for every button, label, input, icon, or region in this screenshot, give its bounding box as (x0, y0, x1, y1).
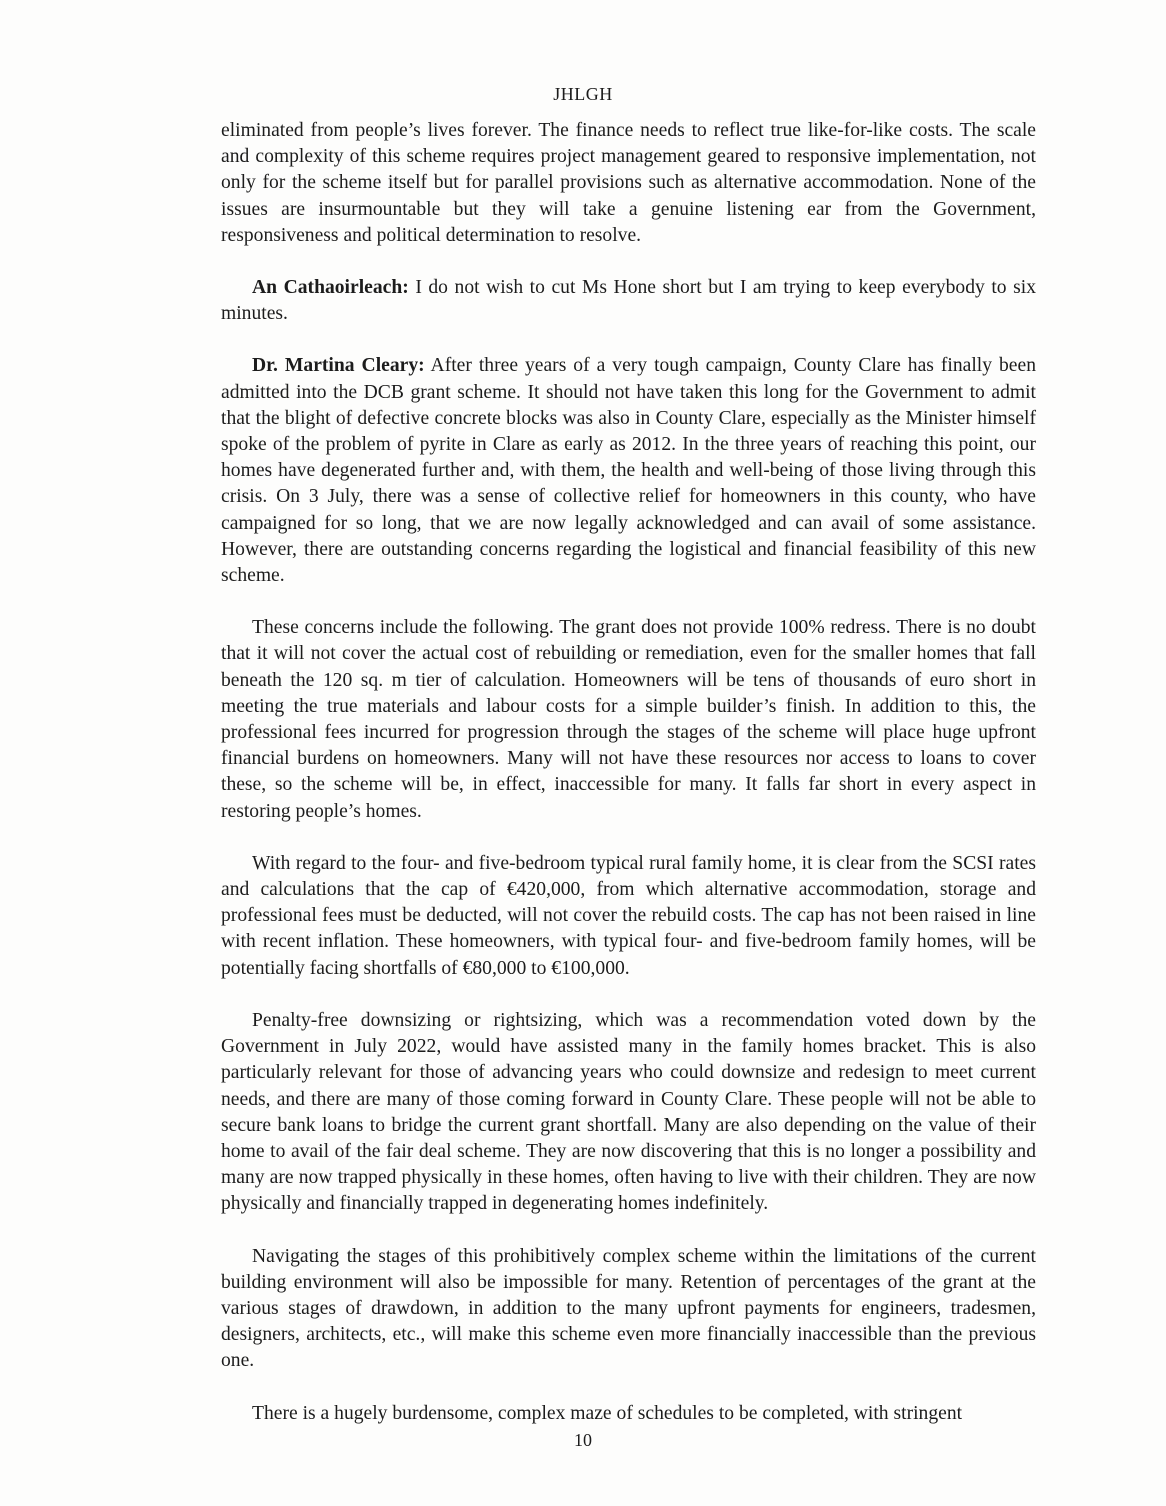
transcript-body (221, 118, 1036, 1453)
speaker-name: Dr. Martina Cleary: (252, 355, 425, 377)
paragraph-chair (221, 275, 1036, 327)
paragraph-text: Navigating the stages of this prohibitively complex scheme within the limitations of the current building environment will also be impossible for many. Retention of percentages of the grant at the various stages of drawdown, in addition to the many upfront payments for engineers, tradesmen, designers, architects, etc., will make this scheme even more financially inaccessible than the previous one. (221, 1245, 1036, 1372)
running-header: JHLGH (553, 84, 613, 104)
paragraph-downsizing (221, 1008, 1036, 1218)
paragraph-navigating (221, 1244, 1036, 1375)
paragraph-cleary-opening (221, 353, 1036, 589)
paragraph-text: Penalty-free downsizing or rightsizing, which was a recommendation voted down by the Government in July 2022, would have assisted many in the family homes bracket. This is also particularly relevant for those of advancing years who could downsize and redesign to meet current needs, and there are many of those coming forward in County Clare. These people will not be able to secure bank loans to bridge the current grant shortfall. Many are also depending on the value of their home to avail of the fair deal scheme. They are now discovering that this is no longer a possibility and many are now trapped physically in these homes, often having to live with their children. They are now physically and financially trapped in degenerating homes indefinitely. (221, 1009, 1036, 1215)
paragraph-continuation (221, 118, 1036, 249)
paragraph-text: These concerns include the following. The grant does not provide 100% redress. There is no doubt that it will not cover the actual cost of rebuilding or remediation, even for the smaller homes that fall beneath the 120 sq. m tier of calculation. Homeowners will be tens of thousands of euro short in meeting the true materials and labour costs for a simple builder’s finish. In addition to this, the professional fees incurred for progression through the stages of the scheme will place huge upfront financial burdens on homeowners. Many will not have these resources nor access to loans to cover these, so the scheme will be, in effect, inaccessible for many. It falls far short in every aspect in restoring people’s homes. (221, 617, 1036, 822)
paragraph-text: eliminated from people’s lives forever. The finance needs to reflect true like-for-like costs. The scale and complexity of this scheme requires project management geared to responsive implementation, not only for the scheme itself but for parallel provisions such as alternative accommodation. None of the issues are insurmountable but they will take a genuine listening ear from the Government, responsiveness and political determination to resolve. (221, 120, 1036, 246)
paragraph-text: With regard to the four- and five-bedroom typical rural family home, it is clear from the SCSI rates and calculations that the cap of €420,000, from which alternative accommodation, storage and professional fees must be deducted, will not cover the rebuild costs. The cap has not been raised in line with recent inflation. These homeowners, with typical four- and five-bedroom family homes, will be potentially facing shortfalls of €80,000 to €100,000. (221, 852, 1036, 979)
paragraph-schedules (221, 1401, 1036, 1427)
paragraph-text: After three years of a very tough campaign, County Clare has finally been admitted into the DCB grant scheme. It should not have taken this long for the Government to admit that the blight of defective concrete blocks was also in County Clare, especially as the Minister himself spoke of the problem of pyrite in Clare as early as 2012. In the three years of reaching this point, our homes have degenerated further and, with them, the health and well-being of those living through this crisis. On 3 July, there was a sense of collective relief for homeowners in this county, who have campaigned for so long, that we are now legally acknowledged and can avail of some assistance. However, there are outstanding concerns regarding the logistical and financial feasibility of this new scheme. (221, 355, 1036, 587)
paragraph-text: There is a hugely burdensome, complex maze of schedules to be completed, with stringent (252, 1402, 963, 1424)
speaker-name: An Cathaoirleach: (252, 277, 409, 299)
paragraph-family-home (221, 851, 1036, 982)
page-number: 10 (574, 1430, 592, 1450)
paragraph-concerns (221, 615, 1036, 825)
paragraph-text: I do not wish to cut Ms Hone short but I am trying to keep everybody to six minutes. (221, 277, 1036, 325)
